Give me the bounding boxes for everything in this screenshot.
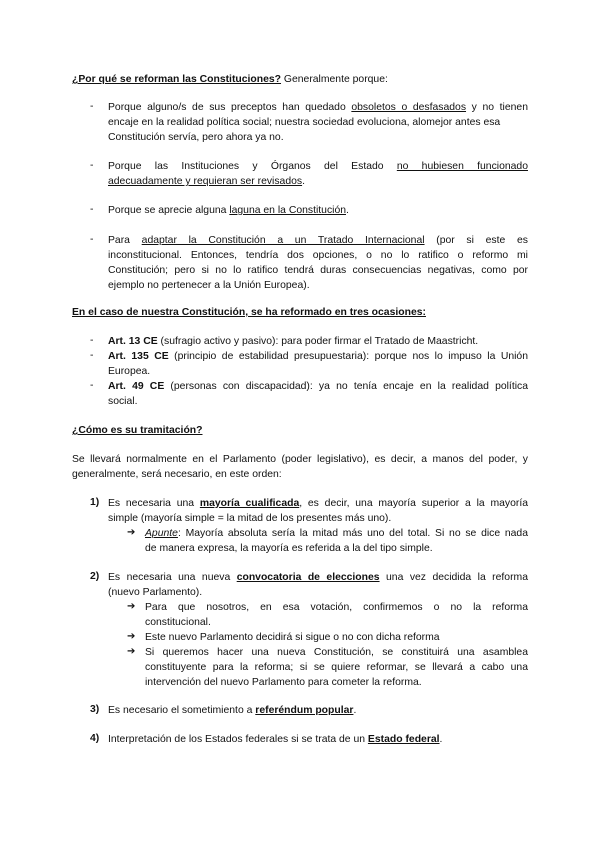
arrow-icon: ➔ (127, 601, 136, 612)
sub-item-line: Apunte: Mayoría absoluta sería la mitad más uno del total. Si no se dice nada (145, 528, 528, 539)
sub-item-line: de manera expresa, la mayoría es referida a la del tipo simple. (145, 543, 433, 554)
reason-line: Porque se aprecie alguna laguna en la Constitución. (108, 205, 349, 216)
list-dash: - (90, 335, 94, 346)
step-line: (nuevo Parlamento). (108, 587, 203, 598)
list-dash: - (90, 204, 94, 215)
arrow-icon: ➔ (127, 646, 136, 657)
step-line: Es necesario el sometimiento a referéndum popular. (108, 705, 357, 716)
sub-item-line: constitucional. (145, 617, 211, 628)
reason-line: adecuadamente y requieran ser revisados. (108, 176, 305, 187)
list-dash: - (90, 350, 94, 361)
step-number: 3) (90, 704, 100, 715)
step-line: Interpretación de los Estados federales si se trata de un Estado federal. (108, 734, 443, 745)
list-dash: - (90, 380, 94, 391)
step-number: 1) (90, 497, 100, 508)
sub-item-line: Este nuevo Parlamento decidirá si sigue o no con dicha reforma (145, 632, 440, 643)
reason-line: inconstitucional. Entonces, tendría dos opciones, o no lo ratifico o reformo mi (108, 250, 528, 261)
step-line: Es necesaria una nueva convocatoria de elecciones una vez decidida la reforma (108, 572, 528, 583)
reason-line: Constitución servía, pero ahora ya no. (108, 132, 284, 143)
list-dash: - (90, 160, 94, 171)
sub-item-line: Si queremos hacer una nueva Constitución, se constituirá una asamblea (145, 647, 528, 658)
sub-item-line: Para que nosotros, en esa votación, confirmemos o no la reforma (145, 602, 528, 613)
reason-line: Porque alguno/s de sus preceptos han quedado obsoletos o desfasados y no tienen (108, 102, 528, 113)
reform-item: Art. 49 CE (personas con discapacidad): ya no tenía encaje en la realidad política (108, 381, 528, 392)
step-line: Es necesaria una mayoría cualificada, es decir, una mayoría superior a la mayoría (108, 498, 529, 509)
arrow-icon: ➔ (127, 527, 136, 538)
reason-line: encaje en la realidad política social; nuestra sociedad evoluciona, alomejor antes esa (108, 117, 501, 128)
reform-item: Art. 13 CE (sufragio activo y pasivo): para poder firmar el Tratado de Maastricht. (108, 336, 479, 347)
section-heading-reforms: En el caso de nuestra Constitución, se ha reformado en tres ocasiones: (72, 307, 426, 318)
reason-line: Porque las Instituciones y Órganos del Estado no hubiesen funcionado (108, 161, 528, 172)
section-heading-why-reform: ¿Por qué se reforman las Constituciones? Generalmente porque: (72, 74, 388, 85)
section-heading-procedure: ¿Cómo es su tramitación? (72, 425, 203, 436)
step-number: 2) (90, 571, 100, 582)
reform-item: Art. 135 CE (principio de estabilidad presupuestaria): porque nos lo impuso la Unión (108, 351, 528, 362)
reform-item-cont: Europea. (108, 366, 151, 377)
reason-line: Para adaptar la Constitución a un Tratado Internacional (por si este es (108, 235, 528, 246)
reason-line: Constitución; pero si no lo ratifico tendrá duras consecuencias negativas, como por (108, 265, 528, 276)
step-number: 4) (90, 733, 100, 744)
list-dash: - (90, 101, 94, 112)
list-dash: - (90, 234, 94, 245)
reason-line: ejemplo no pertenecer a la Unión Europea). (108, 280, 310, 291)
sub-item-line: constituyente para la reforma; si se quiere reformar, se llevará a cabo una (145, 662, 528, 673)
step-line: simple (mayoría simple = la mitad de los presentes más uno). (108, 513, 392, 524)
sub-item-line: intervención del nuevo Parlamento para cometer la reforma. (145, 677, 422, 688)
arrow-icon: ➔ (127, 631, 136, 642)
intro-line: Se llevará normalmente en el Parlamento (poder legislativo), es decir, a manos del poder, y (72, 454, 528, 465)
intro-line: generalmente, será necesario, en este orden: (72, 469, 282, 480)
reform-item-cont: social. (108, 396, 138, 407)
